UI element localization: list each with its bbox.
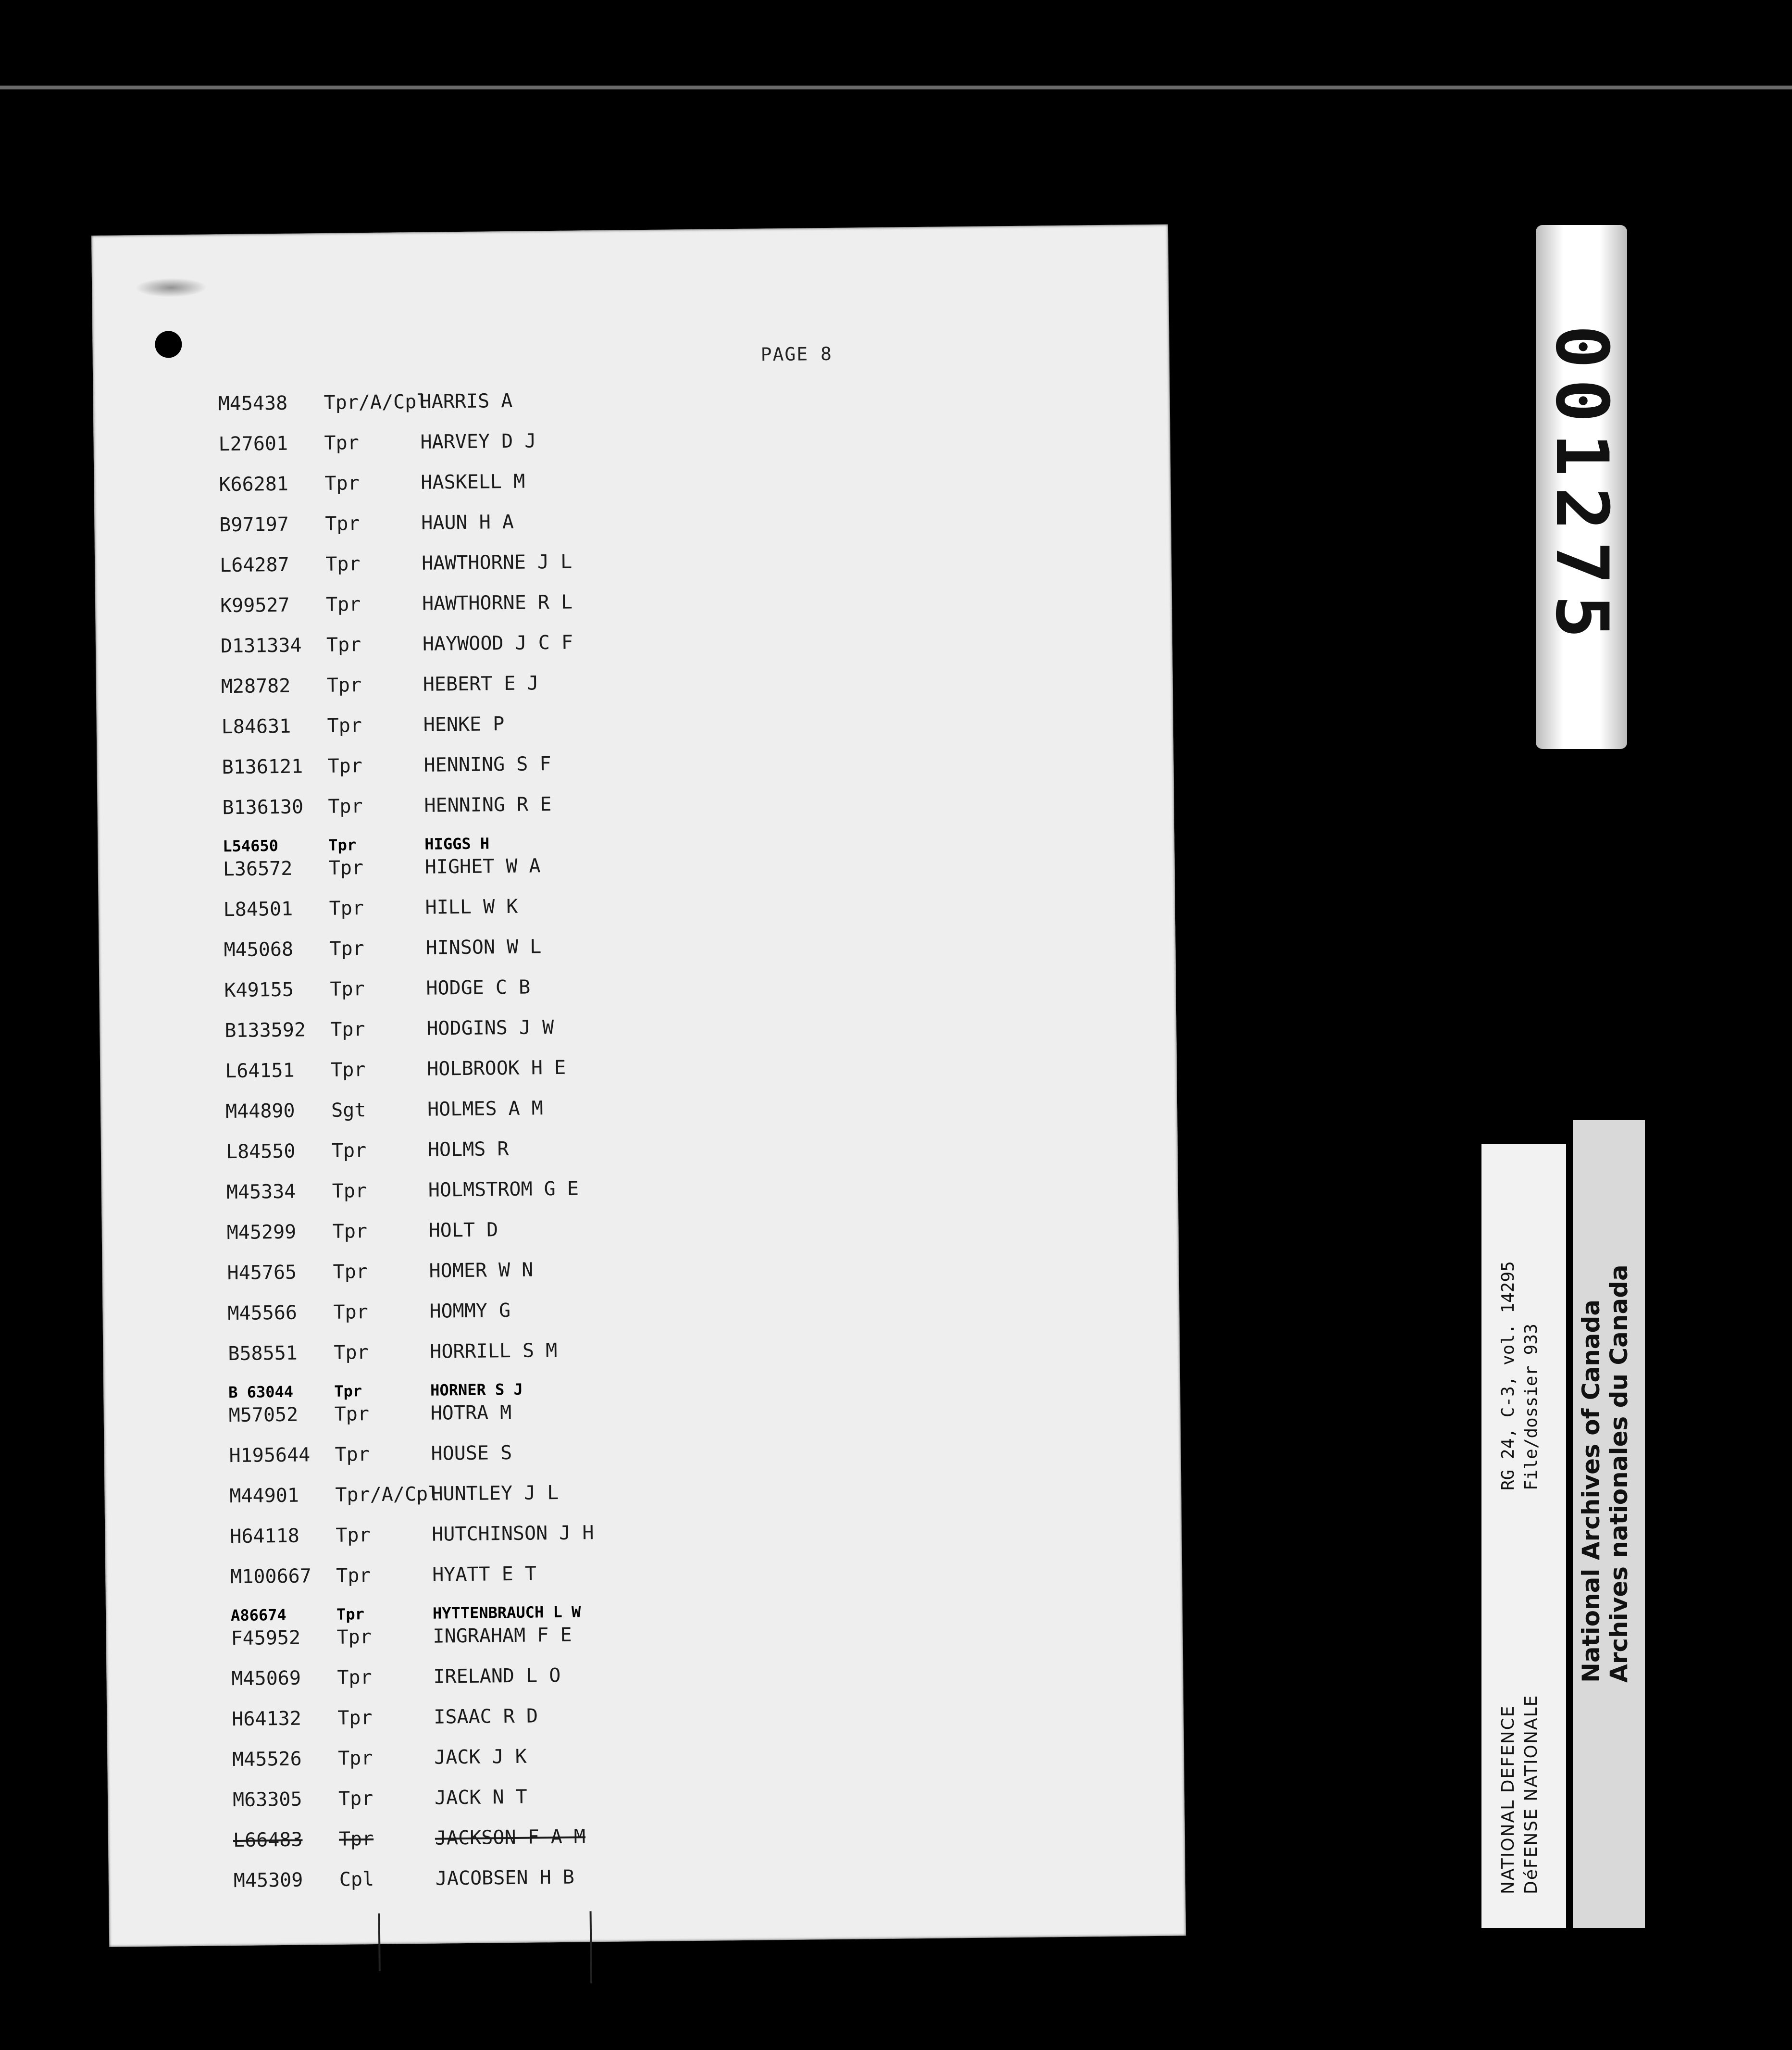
rank: Tpr: [334, 1341, 369, 1364]
archive-name-label: [1573, 1120, 1645, 1928]
surname-initials: HINSON W L: [425, 936, 542, 959]
service-number: H64118: [230, 1525, 300, 1548]
rank: Tpr: [335, 1443, 370, 1466]
service-number: L84550: [225, 1140, 296, 1163]
rank: Tpr: [329, 897, 364, 920]
rank: Tpr: [327, 755, 363, 777]
surname-initials: JACK J K: [434, 1745, 527, 1769]
surname-initials: HILL W K: [425, 895, 518, 919]
surname-initials: HOLMES A M: [427, 1097, 544, 1121]
surname-initials: ISAAC R D: [434, 1705, 538, 1728]
rank: Tpr: [326, 634, 361, 656]
service-number: M45438: [218, 392, 288, 415]
service-number: M63305: [232, 1788, 302, 1812]
ink-smudge: [135, 277, 207, 298]
rank: Tpr: [330, 1018, 365, 1041]
rank: Tpr: [324, 432, 360, 454]
department-line-1: NATIONAL DEFENCE: [1498, 1705, 1518, 1894]
service-number: L84631: [221, 715, 291, 738]
rank: Tpr: [338, 1788, 373, 1810]
rank: Tpr: [328, 836, 357, 854]
roster-row: [234, 1862, 1003, 1910]
service-number: A86674: [230, 1605, 286, 1625]
rank: Tpr: [332, 1180, 367, 1202]
service-number: M45526: [232, 1748, 302, 1771]
rank: Tpr: [331, 1139, 367, 1162]
service-number: F45952: [231, 1626, 301, 1650]
service-number: M45566: [227, 1301, 298, 1325]
rank: Tpr: [332, 1220, 368, 1243]
surname-initials: INGRAHAM F E: [433, 1624, 572, 1648]
reference-line-2: File/dossier 933: [1521, 1324, 1541, 1490]
rank: Tpr: [336, 1524, 371, 1547]
film-edge-rule: [0, 86, 1792, 89]
surname-initials: IRELAND L O: [433, 1664, 561, 1688]
surname-initials: HODGINS J W: [426, 1016, 554, 1040]
surname-initials: HORRILL S M: [430, 1339, 558, 1363]
pencil-tick-mark: [590, 1911, 593, 1983]
typed-roster-page: [91, 225, 1186, 1947]
rank: Tpr: [336, 1564, 371, 1587]
rank: Tpr/A/Cpl: [324, 390, 428, 414]
surname-initials: HODGE C B: [426, 976, 531, 1000]
rank: Tpr: [329, 938, 365, 960]
reel-number-strip: [1536, 225, 1627, 749]
rank: Tpr: [336, 1626, 372, 1649]
service-number: M45068: [224, 938, 294, 962]
rank: Cpl: [339, 1868, 374, 1891]
service-number: L27601: [218, 432, 288, 456]
rank: Tpr: [337, 1666, 372, 1689]
rank: Tpr: [334, 1403, 370, 1425]
rank: Tpr: [336, 1605, 365, 1624]
surname-initials: JACK N T: [434, 1786, 527, 1809]
surname-initials: JACOBSEN H B: [435, 1866, 575, 1890]
rank: Tpr: [326, 674, 362, 697]
archive-line-2: Archives nationales du Canada: [1605, 1264, 1633, 1683]
surname-initials: HOLT D: [428, 1219, 498, 1242]
service-number: L64151: [224, 1059, 295, 1083]
service-number: M45334: [226, 1180, 296, 1204]
archive-reference-label: [1481, 1144, 1566, 1928]
service-number: M100667: [230, 1565, 312, 1588]
service-number: K99527: [220, 594, 290, 617]
surname-initials: HENKE P: [423, 713, 505, 736]
service-number: B133592: [224, 1019, 306, 1042]
surname-initials: HOLMSTROM G E: [428, 1177, 579, 1201]
service-number: D131334: [220, 634, 302, 658]
service-number: M44890: [225, 1100, 295, 1123]
service-number: L54650: [223, 836, 279, 856]
surname-initials: HUTCHINSON J H: [432, 1522, 594, 1546]
rank: Tpr: [337, 1747, 373, 1770]
service-number: K49155: [224, 978, 294, 1002]
surname-initials: HENNING R E: [424, 793, 552, 817]
pencil-tick-mark: [378, 1913, 381, 1971]
rank: Tpr: [330, 1059, 366, 1081]
service-number: B97197: [219, 513, 289, 537]
rank: Tpr: [325, 593, 361, 616]
surname-initials: HOUSE S: [431, 1441, 512, 1465]
rank: Tpr: [327, 714, 362, 737]
nominal-roll-list: [218, 385, 1003, 1911]
rank: Tpr: [325, 512, 360, 535]
service-number: M45299: [226, 1221, 297, 1244]
surname-initials: HUNTLEY J L: [431, 1481, 559, 1505]
surname-initials: HIGGS H: [424, 834, 490, 853]
rank: Tpr: [330, 978, 365, 1000]
service-number: M45309: [233, 1869, 303, 1892]
rank: Sgt: [331, 1099, 366, 1122]
service-number: M44901: [229, 1484, 299, 1508]
page-number: PAGE 8: [760, 343, 833, 365]
surname-initials: HAYWOOD J C F: [422, 631, 573, 655]
reference-line-1: RG 24, C-3, vol. 14295: [1498, 1261, 1518, 1490]
surname-initials: HOTRA M: [430, 1401, 512, 1425]
surname-initials: HOLMS R: [427, 1138, 509, 1161]
surname-initials: HAWTHORNE J L: [421, 550, 572, 575]
rank: Tpr: [337, 1707, 373, 1729]
service-number: B 63044: [228, 1382, 294, 1402]
surname-initials: HORNER S J: [430, 1380, 523, 1400]
service-number: H195644: [229, 1444, 311, 1467]
rank: Tpr: [324, 472, 360, 495]
rank: Tpr: [333, 1261, 368, 1283]
rank: Tpr: [338, 1828, 374, 1850]
rank: Tpr: [334, 1382, 362, 1400]
surname-initials: HENNING S F: [423, 753, 551, 776]
service-number: L64287: [219, 553, 289, 577]
service-number: B136121: [222, 755, 303, 779]
rank: Tpr: [328, 795, 363, 818]
surname-initials: HAUN H A: [421, 511, 514, 534]
surname-initials: HOMER W N: [429, 1259, 534, 1282]
rank: Tpr: [333, 1301, 368, 1324]
service-number: K66281: [219, 473, 289, 496]
reel-number: 001275: [1540, 325, 1623, 649]
service-number: M28782: [221, 675, 291, 698]
surname-initials: HOMMY G: [429, 1299, 511, 1323]
rank: Tpr: [325, 553, 361, 575]
surname-initials: HASKELL M: [421, 470, 525, 494]
service-number: B136130: [222, 796, 304, 819]
surname-initials: JACKSON F A M: [435, 1825, 586, 1850]
rank: Tpr/A/Cpl: [335, 1483, 440, 1506]
surname-initials: HAWTHORNE R L: [422, 591, 573, 615]
service-number: L66483: [233, 1828, 303, 1852]
service-number: B58551: [228, 1342, 298, 1365]
surname-initials: HOLBROOK H E: [426, 1056, 566, 1080]
surname-initials: HEBERT E J: [423, 672, 539, 696]
department-line-2: DéFENSE NATIONALE: [1521, 1694, 1541, 1894]
service-number: L36572: [223, 857, 293, 881]
service-number: H45765: [227, 1261, 297, 1285]
service-number: M45069: [231, 1667, 301, 1690]
punch-hole: [155, 331, 182, 358]
service-number: H64132: [232, 1707, 302, 1731]
archive-line-1: National Archives of Canada: [1577, 1299, 1605, 1683]
service-number: M57052: [228, 1403, 299, 1427]
surname-initials: HARRIS A: [420, 389, 513, 413]
surname-initials: HYTTENBRAUCH L W: [432, 1602, 581, 1623]
surname-initials: HIGHET W A: [424, 855, 541, 878]
surname-initials: HYATT E T: [432, 1562, 537, 1586]
service-number: L84501: [223, 898, 293, 921]
rank: Tpr: [328, 857, 364, 879]
surname-initials: HARVEY D J: [420, 430, 536, 453]
